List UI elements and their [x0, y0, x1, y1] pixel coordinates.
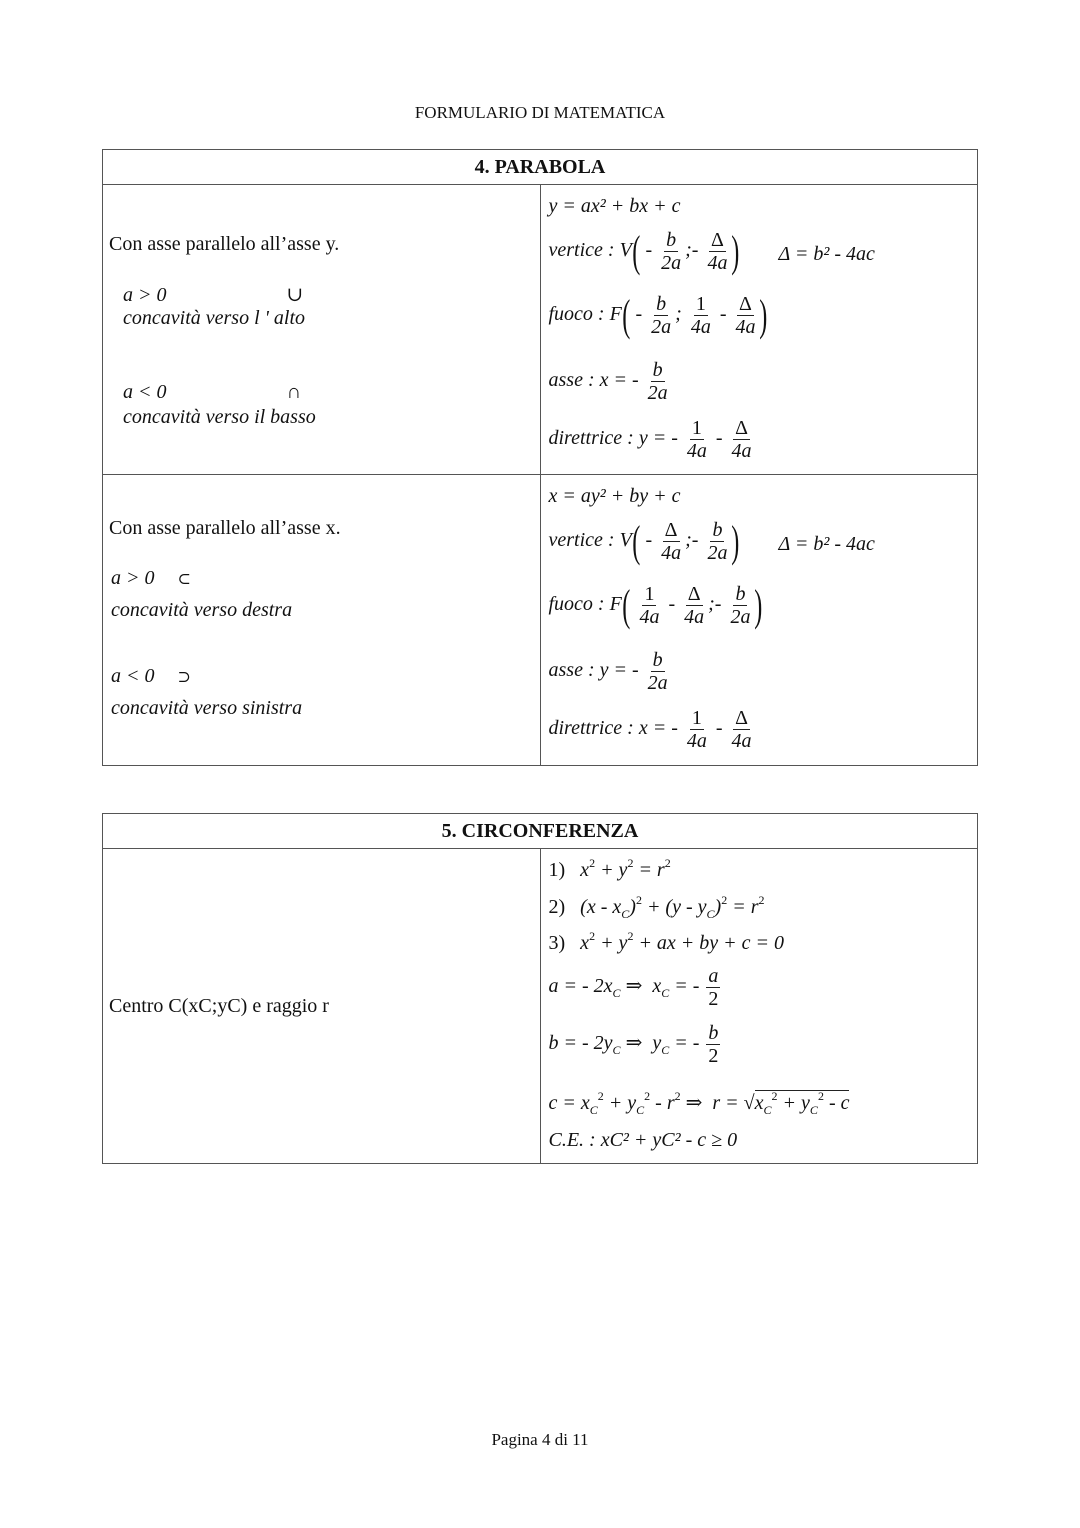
- formula-a: a = - $2x_C$ ⇒ $x_C$ = - $\frac{a}{2}$: [548, 965, 719, 1010]
- existence-condition: C.E. : xC² + yC² - c ≥ 0: [548, 1129, 738, 1151]
- x-delta-formula: Δ = b² - 4ac: [778, 533, 875, 555]
- parabola-table: [102, 149, 978, 766]
- superset-symbol: ⊃: [177, 669, 191, 686]
- x-axis-formula: asse : y = - $\frac{b}{2a}$: [548, 649, 668, 694]
- x-focus-formula: fuoco : F( $\frac{1}{4a}$ - $\frac{\Delta}{4a}$ ;- $\frac{b}{2a}$ ): [548, 580, 763, 630]
- circonferenza-table: [102, 813, 978, 1164]
- y-axis-label: Con asse parallelo all’asse y.: [109, 233, 340, 255]
- x-vertex-formula: vertice : V( - $\frac{\Delta}{4a}$ ;- $\frac{b}{2a}$ ): [548, 516, 740, 566]
- x-axis-label: Con asse parallelo all’asse x.: [109, 517, 341, 539]
- document-header: FORMULARIO DI MATEMATICA: [414, 103, 666, 122]
- x-neg-description: concavità verso sinistra: [111, 697, 303, 719]
- y-delta-formula: Δ = b² - 4ac: [778, 243, 875, 265]
- x-neg-condition: a < 0: [111, 665, 155, 687]
- y-pos-description: concavità verso l ' alto: [123, 307, 306, 329]
- y-parabola-equation: y = ax² + bx + c: [548, 195, 681, 217]
- cup-symbol: ∪: [286, 284, 304, 306]
- formula-1: 1) $x^2 + y^2 = r^2$: [548, 856, 671, 881]
- x-pos-description: concavità verso destra: [111, 599, 293, 621]
- parabola-x-description: [103, 475, 541, 766]
- cap-symbol: ∩: [286, 381, 301, 403]
- y-neg-condition: a < 0: [123, 381, 167, 403]
- x-directrix-formula: direttrice : x = - $\frac{1}{4a}$ - $\frac{\Delta}{4a}$: [548, 707, 752, 752]
- parabola-y-description: [103, 185, 541, 475]
- parabola-x-formulas: [540, 475, 978, 766]
- formula-b: b = - $2y_C$ ⇒ $y_C$ = - $\frac{b}{2}$: [548, 1022, 719, 1067]
- parabola-title: 4. PARABOLA: [103, 150, 978, 185]
- y-focus-formula: fuoco : F( - $\frac{b}{2a}$ ; $\frac{1}{4a}$ - $\frac{\Delta}{4a}$ ): [548, 290, 768, 340]
- x-parabola-equation: x = ay² + by + c: [548, 485, 681, 507]
- y-pos-condition: a > 0: [123, 284, 167, 306]
- circonferenza-title: 5. CIRCONFERENZA: [103, 814, 978, 849]
- circonferenza-description: [103, 849, 541, 1164]
- formula-2: 2) $(x - x_C)^2 + (y - y_C)^2 = r^2$: [548, 893, 765, 921]
- center-radius-label: Centro C(xC;yC) e raggio r: [109, 995, 329, 1017]
- page-number: Pagina 4 di 11: [491, 1430, 589, 1449]
- formula-3: 3) $x^2 + y^2$ + ax + by + c = 0: [548, 929, 785, 954]
- y-directrix-formula: direttrice : y = - $\frac{1}{4a}$ - $\frac{\Delta}{4a}$: [548, 417, 752, 462]
- circonferenza-formulas: [540, 849, 978, 1164]
- subset-symbol: ⊂: [177, 571, 191, 588]
- parabola-y-formulas: [540, 185, 978, 475]
- y-vertex-formula: vertice : V( - $\frac{b}{2a}$ ;- $\frac{\Delta}{4a}$ ): [548, 226, 740, 276]
- y-axis-formula: asse : x = - $\frac{b}{2a}$: [548, 359, 668, 404]
- formula-c: $c = x_C^2 + y_C^2 - r^2$ ⇒ $r = √x_C^2 + y_C^2 - c$: [548, 1089, 850, 1117]
- y-neg-description: concavità verso il basso: [123, 406, 316, 428]
- x-pos-condition: a > 0: [111, 567, 155, 589]
